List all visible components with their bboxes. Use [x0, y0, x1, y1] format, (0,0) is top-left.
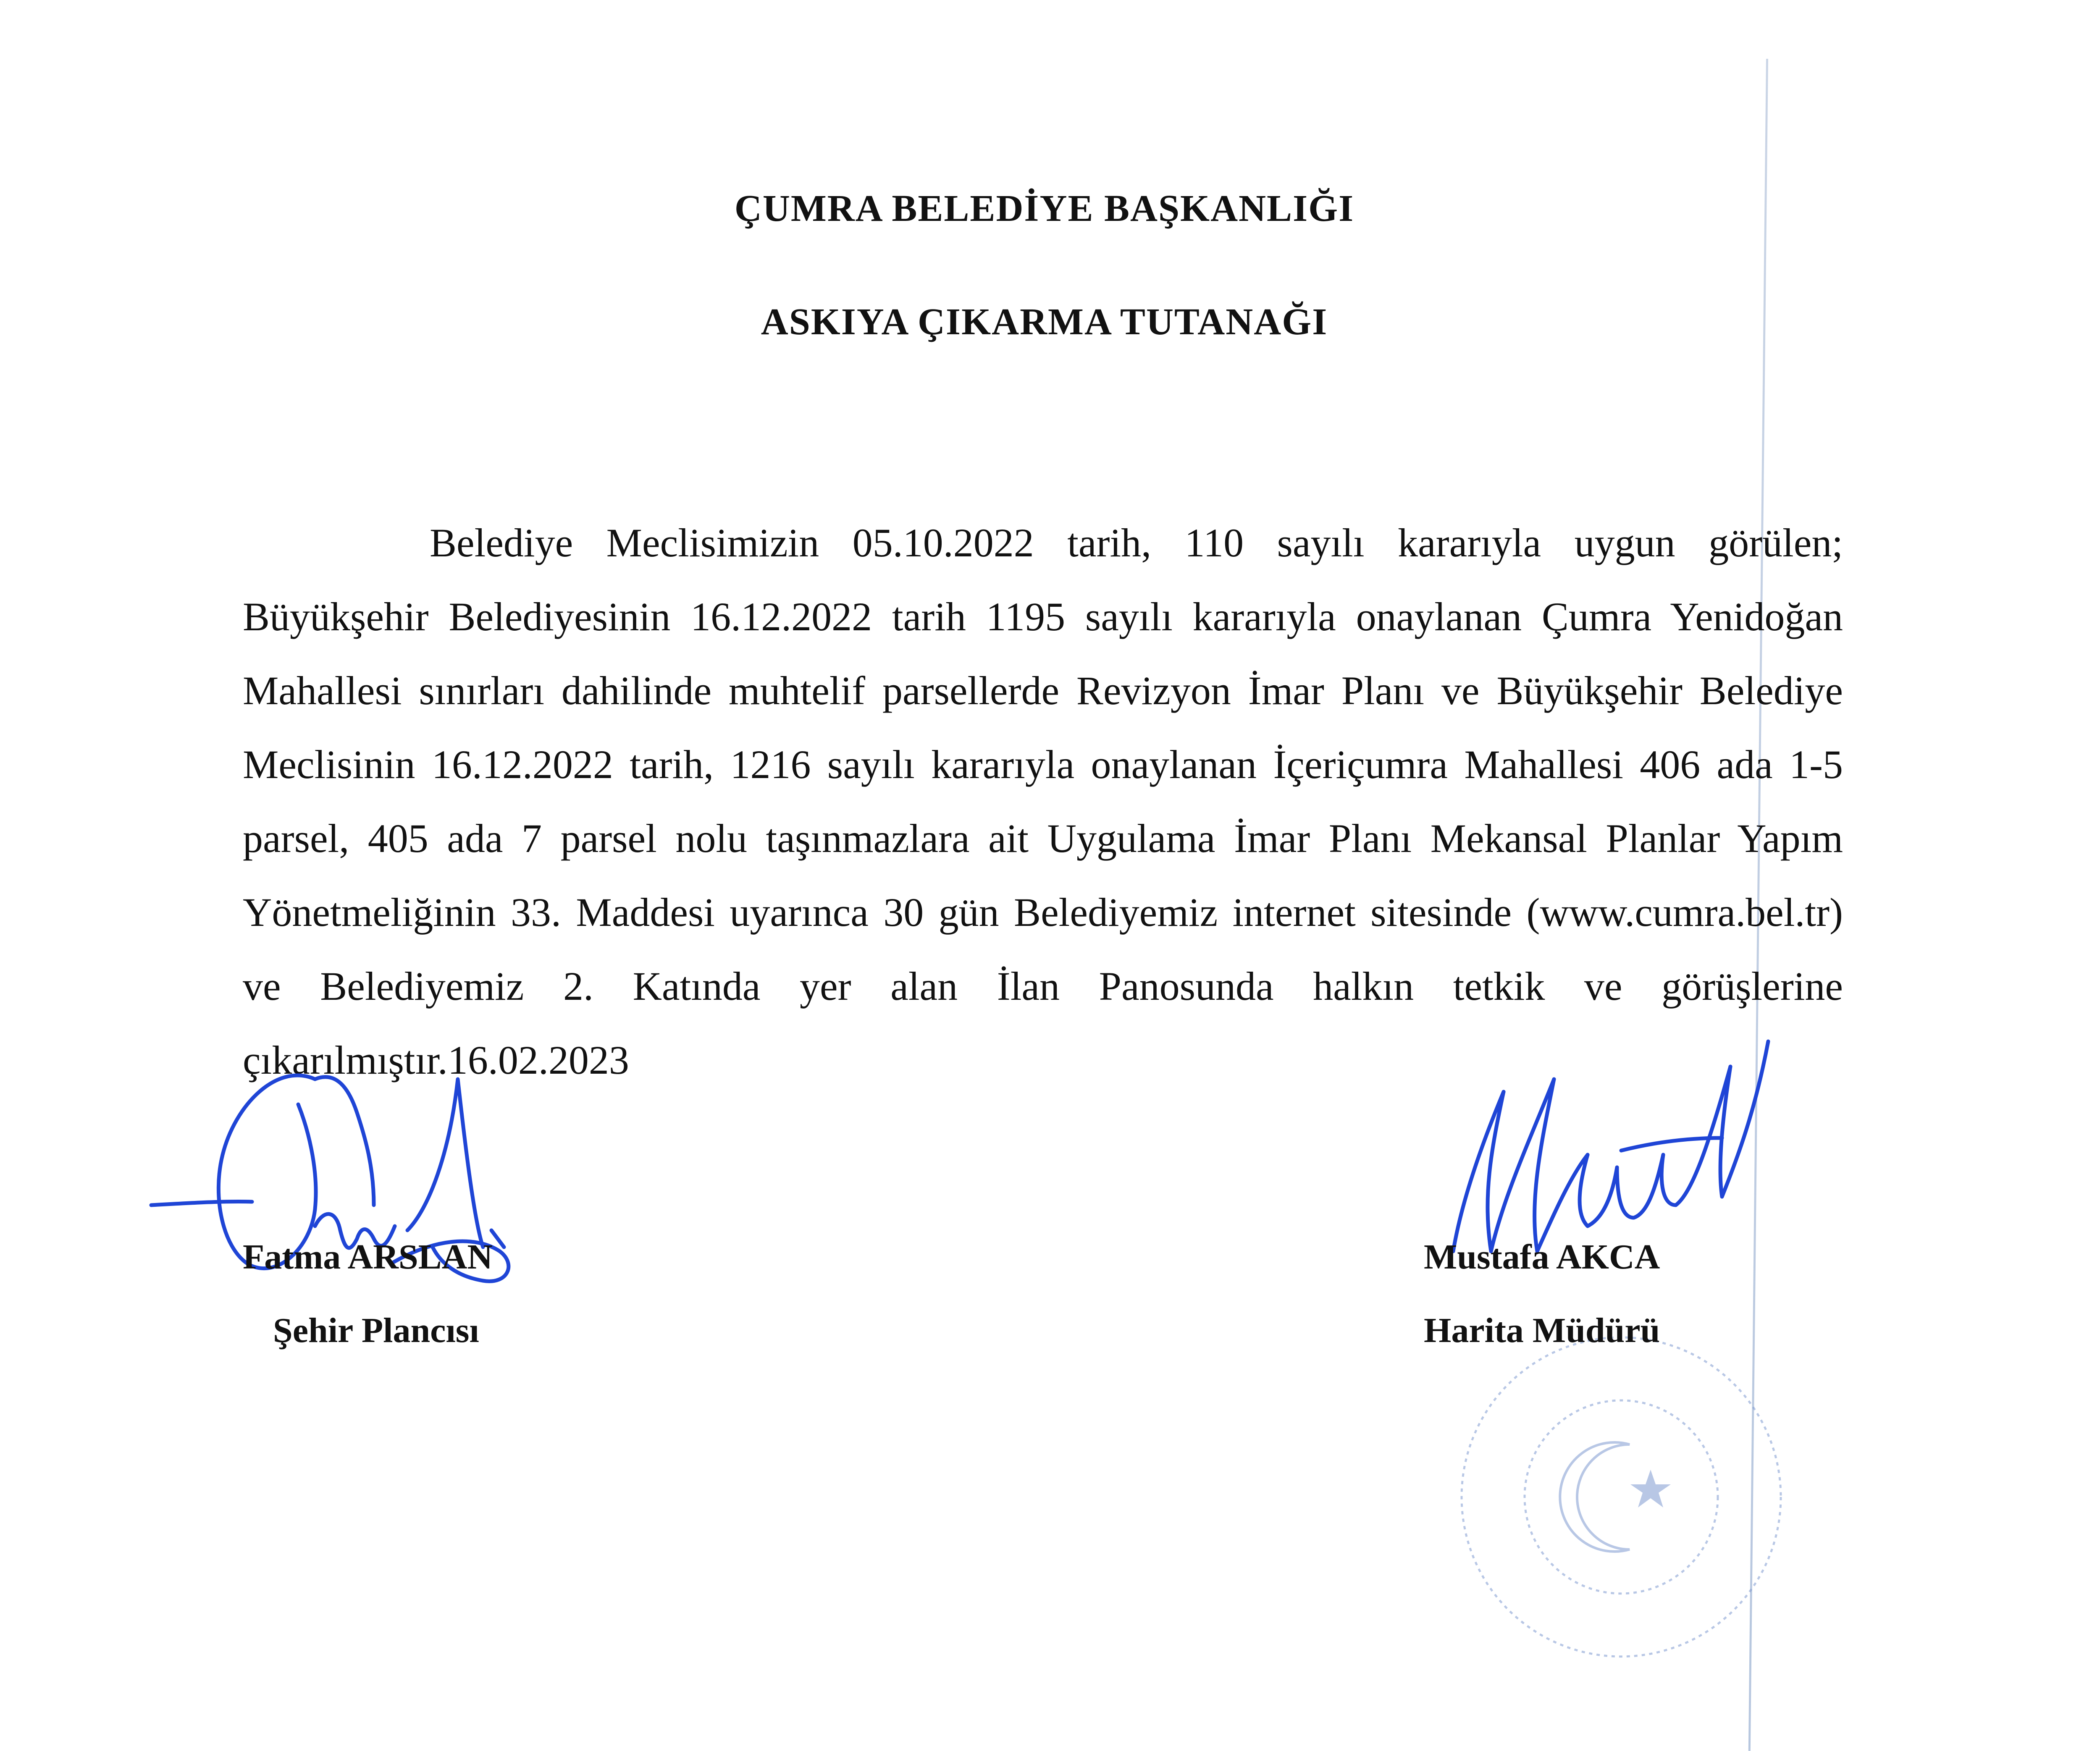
- right-signatory-title: Harita Müdürü: [1424, 1311, 1660, 1350]
- official-seal-stamp: [1432, 1318, 1810, 1675]
- left-signatory-title: Şehir Plancısı: [273, 1311, 479, 1350]
- body-paragraph: Belediye Meclisimizin 05.10.2022 tarih, 110 sayılı kararıyla uygun görülen; Büyükşehir Belediyesinin 16.12.2022 tarih 1195 sayılı kararıyla onaylanan Çumra Yenidoğan Mahallesi sınırları dahilinde muhtelif parsellerde Revizyon İmar Planı ve Büyükşehir Belediye Meclisinin 16.12.2022 tarih, 1216 sayılı kararıyla onaylanan İçeriçumra Mahallesi 406 ada 1-5 parsel, 405 ada 7 parsel nolu taşınmazlara ait Uygulama İmar Planı Mekansal Planlar Yapım Yönetmeliğinin 33. Maddesi uyarınca 30 gün Belediyemiz internet sitesinde (www.cumra.bel.tr) ve Belediyemiz 2. Katında yer alan İlan Panosunda halkın tetkik ve görüşlerine çıkarılmıştır.16.02.2023: [243, 520, 1843, 1083]
- right-signatory-name: Mustafa AKCA: [1424, 1237, 1660, 1277]
- institution-title: ÇUMRA BELEDİYE BAŞKANLIĞI: [734, 188, 1354, 229]
- document-title: ASKIYA ÇIKARMA TUTANAĞI: [761, 301, 1328, 343]
- left-signatory-name: Fatma ARSLAN: [243, 1237, 493, 1277]
